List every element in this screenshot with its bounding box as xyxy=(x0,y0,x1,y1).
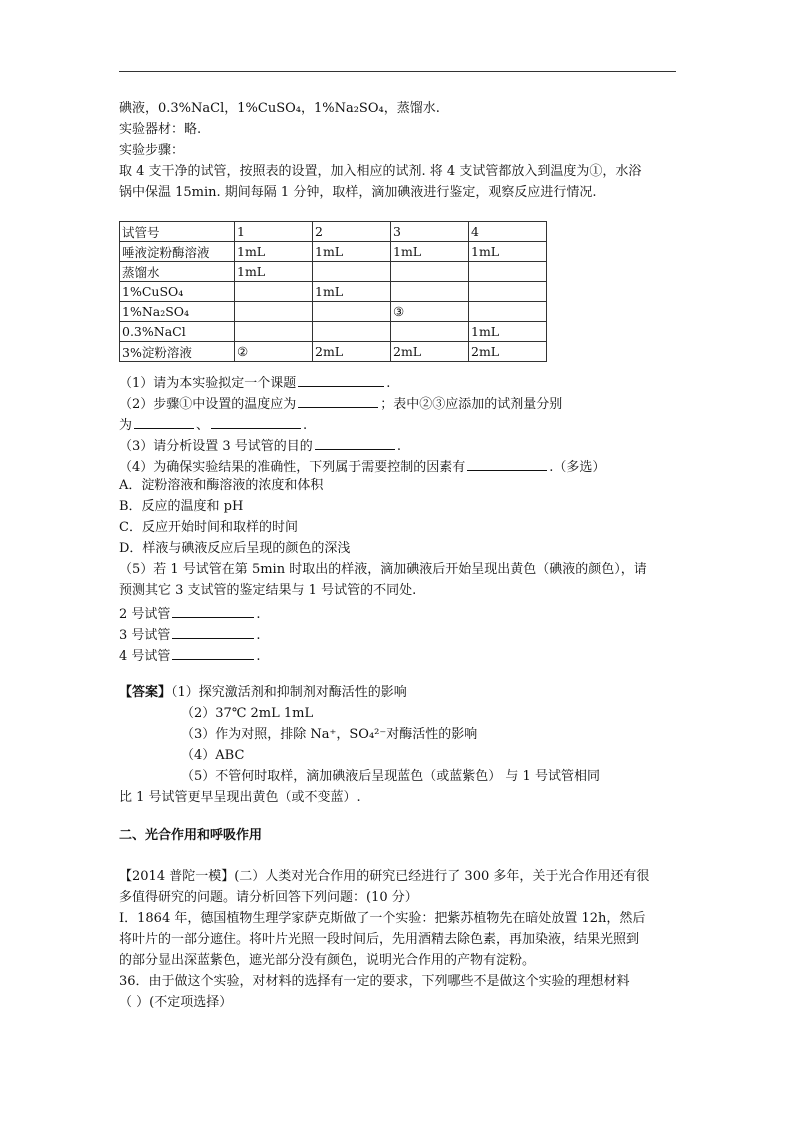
answer-blank xyxy=(298,393,378,408)
table-row xyxy=(120,222,547,242)
table-cell: 1mL xyxy=(391,242,469,262)
table-cell xyxy=(469,302,547,322)
table-row xyxy=(120,342,547,362)
equipment-line: 实验器材：略. xyxy=(119,122,202,137)
tube-2-answer xyxy=(119,603,261,623)
answer-blank xyxy=(298,372,384,387)
table-cell: 2mL xyxy=(469,342,547,362)
materials-line: 碘液，0.3%NaCl，1%CuSO₄，1%Na₂SO₄，蒸馏水. xyxy=(119,101,440,116)
table-cell: ③ xyxy=(391,302,469,322)
table-cell: 1mL xyxy=(469,322,547,342)
answer-line-1 xyxy=(119,684,407,701)
period: . xyxy=(256,628,261,643)
question-2-continued xyxy=(119,414,307,434)
question-3 xyxy=(119,435,401,455)
steps-paragraph-line-1: 取 4 支干净的试管，按照表的设置，加入相应的试剂. 将 4 支试管都放入到温度为①，水浴 xyxy=(119,164,642,179)
period: . xyxy=(256,607,261,622)
table-cell xyxy=(391,322,469,342)
table-cell: 3 xyxy=(391,222,469,242)
answer-blank xyxy=(315,435,395,450)
answer-5-line-1: （5）不管何时取样，滴加碘液后呈现蓝色（或蓝紫色） 与 1 号试管相同 xyxy=(181,769,600,784)
table-row xyxy=(120,282,547,302)
answer-1: （1）探究激活剂和抑制剂对酶活性的影响 xyxy=(171,685,407,700)
table-cell: 1mL xyxy=(235,242,313,262)
table-cell xyxy=(313,262,391,282)
question-1-text: （1）请为本实验拟定一个课题 xyxy=(119,376,297,391)
table-row xyxy=(120,262,547,282)
table-row xyxy=(120,322,547,342)
part-i-line-3: 的部分显出深蓝紫色，遮光部分没有颜色，说明光合作用的产物有淀粉。 xyxy=(119,953,536,968)
answer-label: 【答案】 xyxy=(119,685,172,700)
tube-3-label: 3 号试管 xyxy=(119,628,171,643)
table-cell xyxy=(469,282,547,302)
table-cell: 试管号 xyxy=(120,222,235,242)
table-cell: 0.3%NaCl xyxy=(120,322,235,342)
table-cell: 3%淀粉溶液 xyxy=(120,342,235,362)
table-cell: 1 xyxy=(235,222,313,242)
intro-line-1: 【2014 普陀一模】(二）人类对光合作用的研究已经进行了 300 多年，关于光合作用还有很 xyxy=(119,869,650,884)
answer-blank xyxy=(211,414,301,429)
table-cell: 唾液淀粉酶溶液 xyxy=(120,242,235,262)
intro-line-2: 多值得研究的问题。请分析回答下列问题：(10 分） xyxy=(119,890,418,905)
question-2 xyxy=(119,393,562,413)
table-cell xyxy=(391,282,469,302)
answer-5-line-2: 比 1 号试管更早呈现出黄色（或不变蓝）. xyxy=(119,790,361,805)
answer-blank xyxy=(172,603,254,618)
table-cell xyxy=(235,322,313,342)
separator: 、 xyxy=(196,418,210,433)
question-5-line-1: （5）若 1 号试管在第 5min 时取出的样液，滴加碘液后开始呈现出黄色（碘液的颜色），请 xyxy=(119,562,647,577)
table-cell xyxy=(313,322,391,342)
table-cell xyxy=(235,302,313,322)
answer-2: （2）37℃ 2mL 1mL xyxy=(181,706,314,721)
question-5-line-2: 预测其它 3 支试管的鉴定结果与 1 号试管的不同处. xyxy=(119,583,417,598)
answer-blank xyxy=(467,456,547,471)
table-cell xyxy=(469,262,547,282)
table-cell xyxy=(235,282,313,302)
question-2-text: （2）步骤①中设置的温度应为 xyxy=(119,397,297,412)
question-3-text: （3）请分析设置 3 号试管的目的 xyxy=(119,439,313,454)
question-4-tail: .（多选） xyxy=(549,460,606,475)
period: . xyxy=(396,439,401,454)
part-i-line-2: 将叶片的一部分遮住。将叶片光照一段时间后，先用酒精去除色素，再加染液，结果光照到 xyxy=(119,932,640,947)
steps-paragraph-line-2: 锅中保温 15min. 期间每隔 1 分钟，取样，滴加碘液进行鉴定，观察反应进行情况. xyxy=(119,185,597,200)
table-cell: 1mL xyxy=(313,282,391,302)
table-cell xyxy=(391,262,469,282)
table-cell: 1mL xyxy=(469,242,547,262)
tube-4-answer xyxy=(119,645,261,665)
question-36-line-1: 36．由于做这个实验，对材料的选择有一定的要求，下列哪些不是做这个实验的理想材料 xyxy=(119,974,630,989)
question-2-text-2: ；表中②③应添加的试剂量分别 xyxy=(380,397,563,412)
steps-title: 实验步骤： xyxy=(119,143,185,158)
part-i-line-1: Ⅰ．1864 年，德国植物生理学家萨克斯做了一个实验：把紫苏植物先在暗处放置 12h，然后 xyxy=(119,911,646,926)
option-c: C．反应开始时间和取样的时间 xyxy=(119,520,298,535)
tube-2-label: 2 号试管 xyxy=(119,607,171,622)
period: . xyxy=(256,649,261,664)
table-cell: 4 xyxy=(469,222,547,242)
table-row xyxy=(120,242,547,262)
option-a: A．淀粉溶液和酶溶液的浓度和体积 xyxy=(119,478,324,493)
question-2-text-3: 为 xyxy=(119,418,133,433)
tube-4-label: 4 号试管 xyxy=(119,649,171,664)
period: . xyxy=(303,418,308,433)
table-cell: 1%CuSO₄ xyxy=(120,282,235,302)
table-cell: 2mL xyxy=(391,342,469,362)
answer-blank xyxy=(172,645,254,660)
question-4 xyxy=(119,456,605,476)
question-36-line-2: （ ）(不定项选择） xyxy=(119,995,233,1010)
answer-blank xyxy=(172,624,254,639)
tube-3-answer xyxy=(119,624,261,644)
table-cell: 蒸馏水 xyxy=(120,262,235,282)
option-b: B．反应的温度和 pH xyxy=(119,499,244,514)
table-cell xyxy=(313,302,391,322)
test-tube-table xyxy=(119,221,547,362)
table-row xyxy=(120,302,547,322)
header-rule xyxy=(119,71,676,72)
answer-blank xyxy=(134,414,194,429)
question-4-text: （4）为确保实验结果的准确性，下列属于需要控制的因素有 xyxy=(119,460,466,475)
table-cell: 2mL xyxy=(313,342,391,362)
table-cell: 1mL xyxy=(235,262,313,282)
table-cell: 1mL xyxy=(313,242,391,262)
table-cell: 2 xyxy=(313,222,391,242)
answer-3: （3）作为对照，排除 Na⁺，SO₄²⁻对酶活性的影响 xyxy=(181,727,478,742)
section-heading: 二、光合作用和呼吸作用 xyxy=(119,828,263,843)
answer-4: （4）ABC xyxy=(181,748,245,763)
table-cell: ② xyxy=(235,342,313,362)
option-d: D．样液与碘液反应后呈现的颜色的深浅 xyxy=(119,541,351,556)
period: . xyxy=(386,376,391,391)
question-1 xyxy=(119,372,390,392)
table-cell: 1%Na₂SO₄ xyxy=(120,302,235,322)
